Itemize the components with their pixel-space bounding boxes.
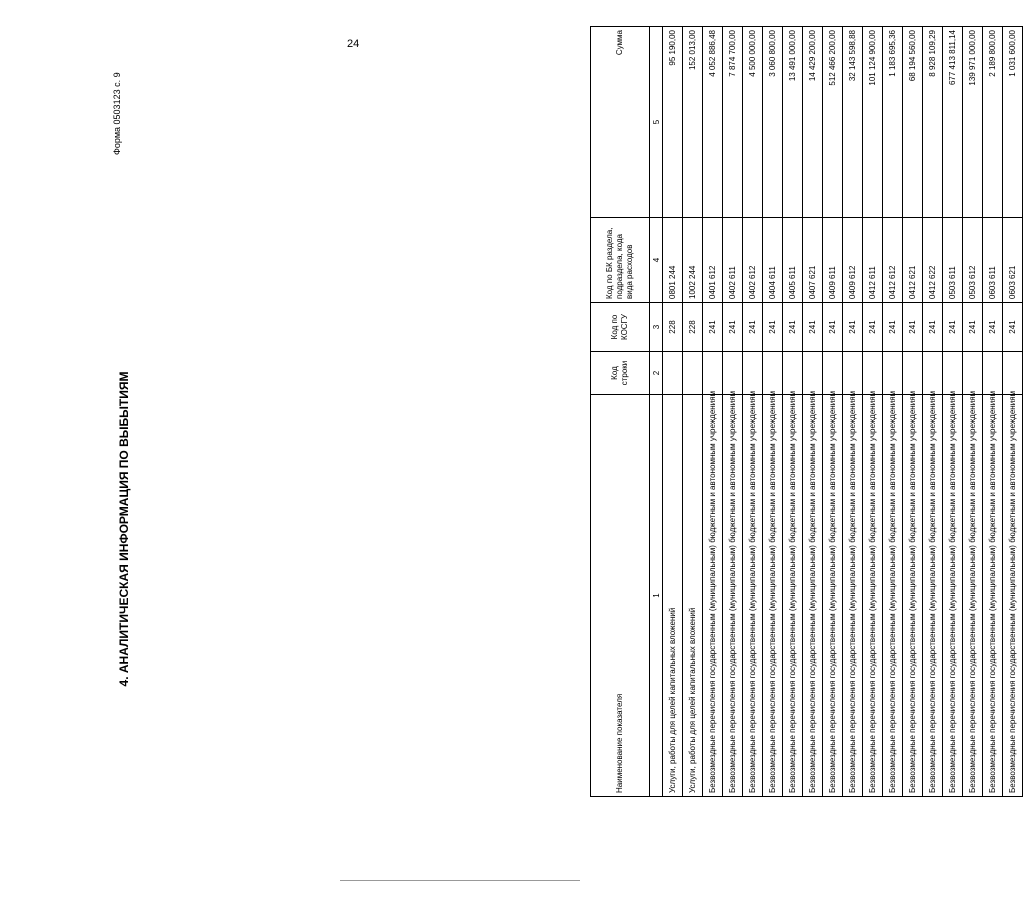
footer-divider: [340, 880, 580, 881]
cell-sum: 4 052 886,48: [703, 27, 723, 218]
cell-sum: 677 413 811,14: [943, 27, 963, 218]
cell-kosgu: 241: [823, 303, 843, 352]
cell-kosgu: 241: [703, 303, 723, 352]
cell-sum: 101 124 900,00: [863, 27, 883, 218]
cell-bk-code: 0405 611: [783, 218, 803, 303]
rotated-table-container: [590, 30, 1017, 797]
cell-name: Безвозмездные перечисления государственным (муниципальным) бюджетным и автономным учреждениям: [723, 395, 743, 797]
cell-name: Безвозмездные перечисления государственным (муниципальным) бюджетным и автономным учреждениям: [823, 395, 843, 797]
cell-bk-code: 0401 612: [703, 218, 723, 303]
cell-kosgu: 228: [663, 303, 683, 352]
table-row: [763, 27, 783, 797]
table-row: [963, 27, 983, 797]
cell-line-code: [963, 352, 983, 395]
table-row: [803, 27, 823, 797]
cell-bk-code: 0412 621: [903, 218, 923, 303]
cell-line-code: [683, 352, 703, 395]
table-row: [983, 27, 1003, 797]
cell-line-code: [863, 352, 883, 395]
cell-bk-code: 1002 244: [683, 218, 703, 303]
cell-kosgu: 241: [863, 303, 883, 352]
column-number-row: [650, 27, 663, 797]
cell-name: Безвозмездные перечисления государственным (муниципальным) бюджетным и автономным учреждениям: [783, 395, 803, 797]
table-row: [683, 27, 703, 797]
cell-line-code: [763, 352, 783, 395]
table-row: [783, 27, 803, 797]
cell-bk-code: 0503 611: [943, 218, 963, 303]
table-row: [863, 27, 883, 797]
outflows-table: [590, 26, 1023, 797]
cell-name: Безвозмездные перечисления государственным (муниципальным) бюджетным и автономным учреждениям: [923, 395, 943, 797]
table-row: [703, 27, 723, 797]
table-row: [1003, 27, 1023, 797]
cell-kosgu: 241: [1003, 303, 1023, 352]
header-name: Наименование показателя: [591, 395, 650, 797]
cell-line-code: [883, 352, 903, 395]
cell-sum: 3 060 800,00: [763, 27, 783, 218]
cell-kosgu: 241: [763, 303, 783, 352]
cell-sum: 1 183 695,36: [883, 27, 903, 218]
cell-line-code: [663, 352, 683, 395]
column-number: 2: [650, 352, 663, 395]
cell-sum: 512 466 200,00: [823, 27, 843, 218]
cell-sum: 8 928 109,29: [923, 27, 943, 218]
cell-name: Безвозмездные перечисления государственным (муниципальным) бюджетным и автономным учреждениям: [943, 395, 963, 797]
cell-sum: 152 013,00: [683, 27, 703, 218]
table-row: [903, 27, 923, 797]
column-number: 5: [650, 27, 663, 218]
table-row: [723, 27, 743, 797]
cell-bk-code: 0412 612: [883, 218, 903, 303]
cell-kosgu: 241: [923, 303, 943, 352]
form-code: Форма 0503123 с. 9: [112, 72, 122, 155]
table-row: [943, 27, 963, 797]
table-header-row: [591, 27, 650, 797]
cell-bk-code: 0402 612: [743, 218, 763, 303]
header-line-code: Код строки: [591, 352, 650, 395]
cell-name: Безвозмездные перечисления государственным (муниципальным) бюджетным и автономным учреждениям: [883, 395, 903, 797]
cell-bk-code: 0603 611: [983, 218, 1003, 303]
cell-kosgu: 241: [983, 303, 1003, 352]
cell-sum: 1 031 600,00: [1003, 27, 1023, 218]
cell-sum: 95 190,00: [663, 27, 683, 218]
cell-line-code: [743, 352, 763, 395]
cell-name: Безвозмездные перечисления государственным (муниципальным) бюджетным и автономным учреждениям: [803, 395, 823, 797]
cell-name: Безвозмездные перечисления государственным (муниципальным) бюджетным и автономным учреждениям: [743, 395, 763, 797]
cell-sum: 139 971 000,00: [963, 27, 983, 218]
cell-sum: 14 429 200,00: [803, 27, 823, 218]
cell-name: Безвозмездные перечисления государственным (муниципальным) бюджетным и автономным учреждениям: [903, 395, 923, 797]
cell-kosgu: 241: [903, 303, 923, 352]
cell-kosgu: 228: [683, 303, 703, 352]
table-row: [663, 27, 683, 797]
cell-bk-code: 0801 244: [663, 218, 683, 303]
cell-line-code: [943, 352, 963, 395]
cell-name: Безвозмездные перечисления государственным (муниципальным) бюджетным и автономным учреждениям: [983, 395, 1003, 797]
cell-bk-code: 0409 612: [843, 218, 863, 303]
cell-sum: 7 874 700,00: [723, 27, 743, 218]
table-row: [923, 27, 943, 797]
cell-name: Безвозмездные перечисления государственным (муниципальным) бюджетным и автономным учреждениям: [963, 395, 983, 797]
cell-name: Безвозмездные перечисления государственным (муниципальным) бюджетным и автономным учреждениям: [763, 395, 783, 797]
cell-line-code: [823, 352, 843, 395]
cell-name: Безвозмездные перечисления государственным (муниципальным) бюджетным и автономным учреждениям: [1003, 395, 1023, 797]
cell-line-code: [923, 352, 943, 395]
table-body: [663, 27, 1023, 797]
cell-name: Безвозмездные перечисления государственным (муниципальным) бюджетным и автономным учреждениям: [843, 395, 863, 797]
column-number: 4: [650, 218, 663, 303]
header-kosgu: Код по КОСГУ: [591, 303, 650, 352]
column-number: 1: [650, 395, 663, 797]
cell-name: Услуги, работы для целей капитальных вложений: [683, 395, 703, 797]
cell-kosgu: 241: [883, 303, 903, 352]
cell-kosgu: 241: [803, 303, 823, 352]
cell-bk-code: 0412 622: [923, 218, 943, 303]
cell-sum: 2 189 800,00: [983, 27, 1003, 218]
cell-name: Безвозмездные перечисления государственным (муниципальным) бюджетным и автономным учреждениям: [703, 395, 723, 797]
cell-kosgu: 241: [963, 303, 983, 352]
section-title: 4. АНАЛИТИЧЕСКАЯ ИНФОРМАЦИЯ ПО ВЫБЫТИЯМ: [117, 371, 131, 687]
cell-kosgu: 241: [943, 303, 963, 352]
cell-name: Услуги, работы для целей капитальных вложений: [663, 395, 683, 797]
cell-line-code: [703, 352, 723, 395]
page-number: 24: [347, 38, 360, 50]
column-number: 3: [650, 303, 663, 352]
table-row: [743, 27, 763, 797]
cell-bk-code: 0409 611: [823, 218, 843, 303]
cell-kosgu: 241: [743, 303, 763, 352]
cell-bk-code: 0402 611: [723, 218, 743, 303]
header-bk-code: Код по БК раздела, подраздела, кода вида расходов: [591, 218, 650, 303]
cell-bk-code: 0412 611: [863, 218, 883, 303]
cell-bk-code: 0404 611: [763, 218, 783, 303]
table-row: [823, 27, 843, 797]
cell-kosgu: 241: [843, 303, 863, 352]
cell-bk-code: 0407 621: [803, 218, 823, 303]
table-row: [883, 27, 903, 797]
cell-line-code: [983, 352, 1003, 395]
cell-sum: 4 500 000,00: [743, 27, 763, 218]
cell-line-code: [843, 352, 863, 395]
cell-line-code: [1003, 352, 1023, 395]
cell-bk-code: 0603 621: [1003, 218, 1023, 303]
cell-line-code: [783, 352, 803, 395]
cell-sum: 68 194 560,00: [903, 27, 923, 218]
header-sum: Сумма: [591, 27, 650, 218]
cell-sum: 32 143 598,88: [843, 27, 863, 218]
cell-bk-code: 0503 612: [963, 218, 983, 303]
cell-kosgu: 241: [783, 303, 803, 352]
cell-line-code: [803, 352, 823, 395]
cell-sum: 13 491 000,00: [783, 27, 803, 218]
table-row: [843, 27, 863, 797]
cell-line-code: [723, 352, 743, 395]
cell-name: Безвозмездные перечисления государственным (муниципальным) бюджетным и автономным учреждениям: [863, 395, 883, 797]
cell-line-code: [903, 352, 923, 395]
cell-kosgu: 241: [723, 303, 743, 352]
